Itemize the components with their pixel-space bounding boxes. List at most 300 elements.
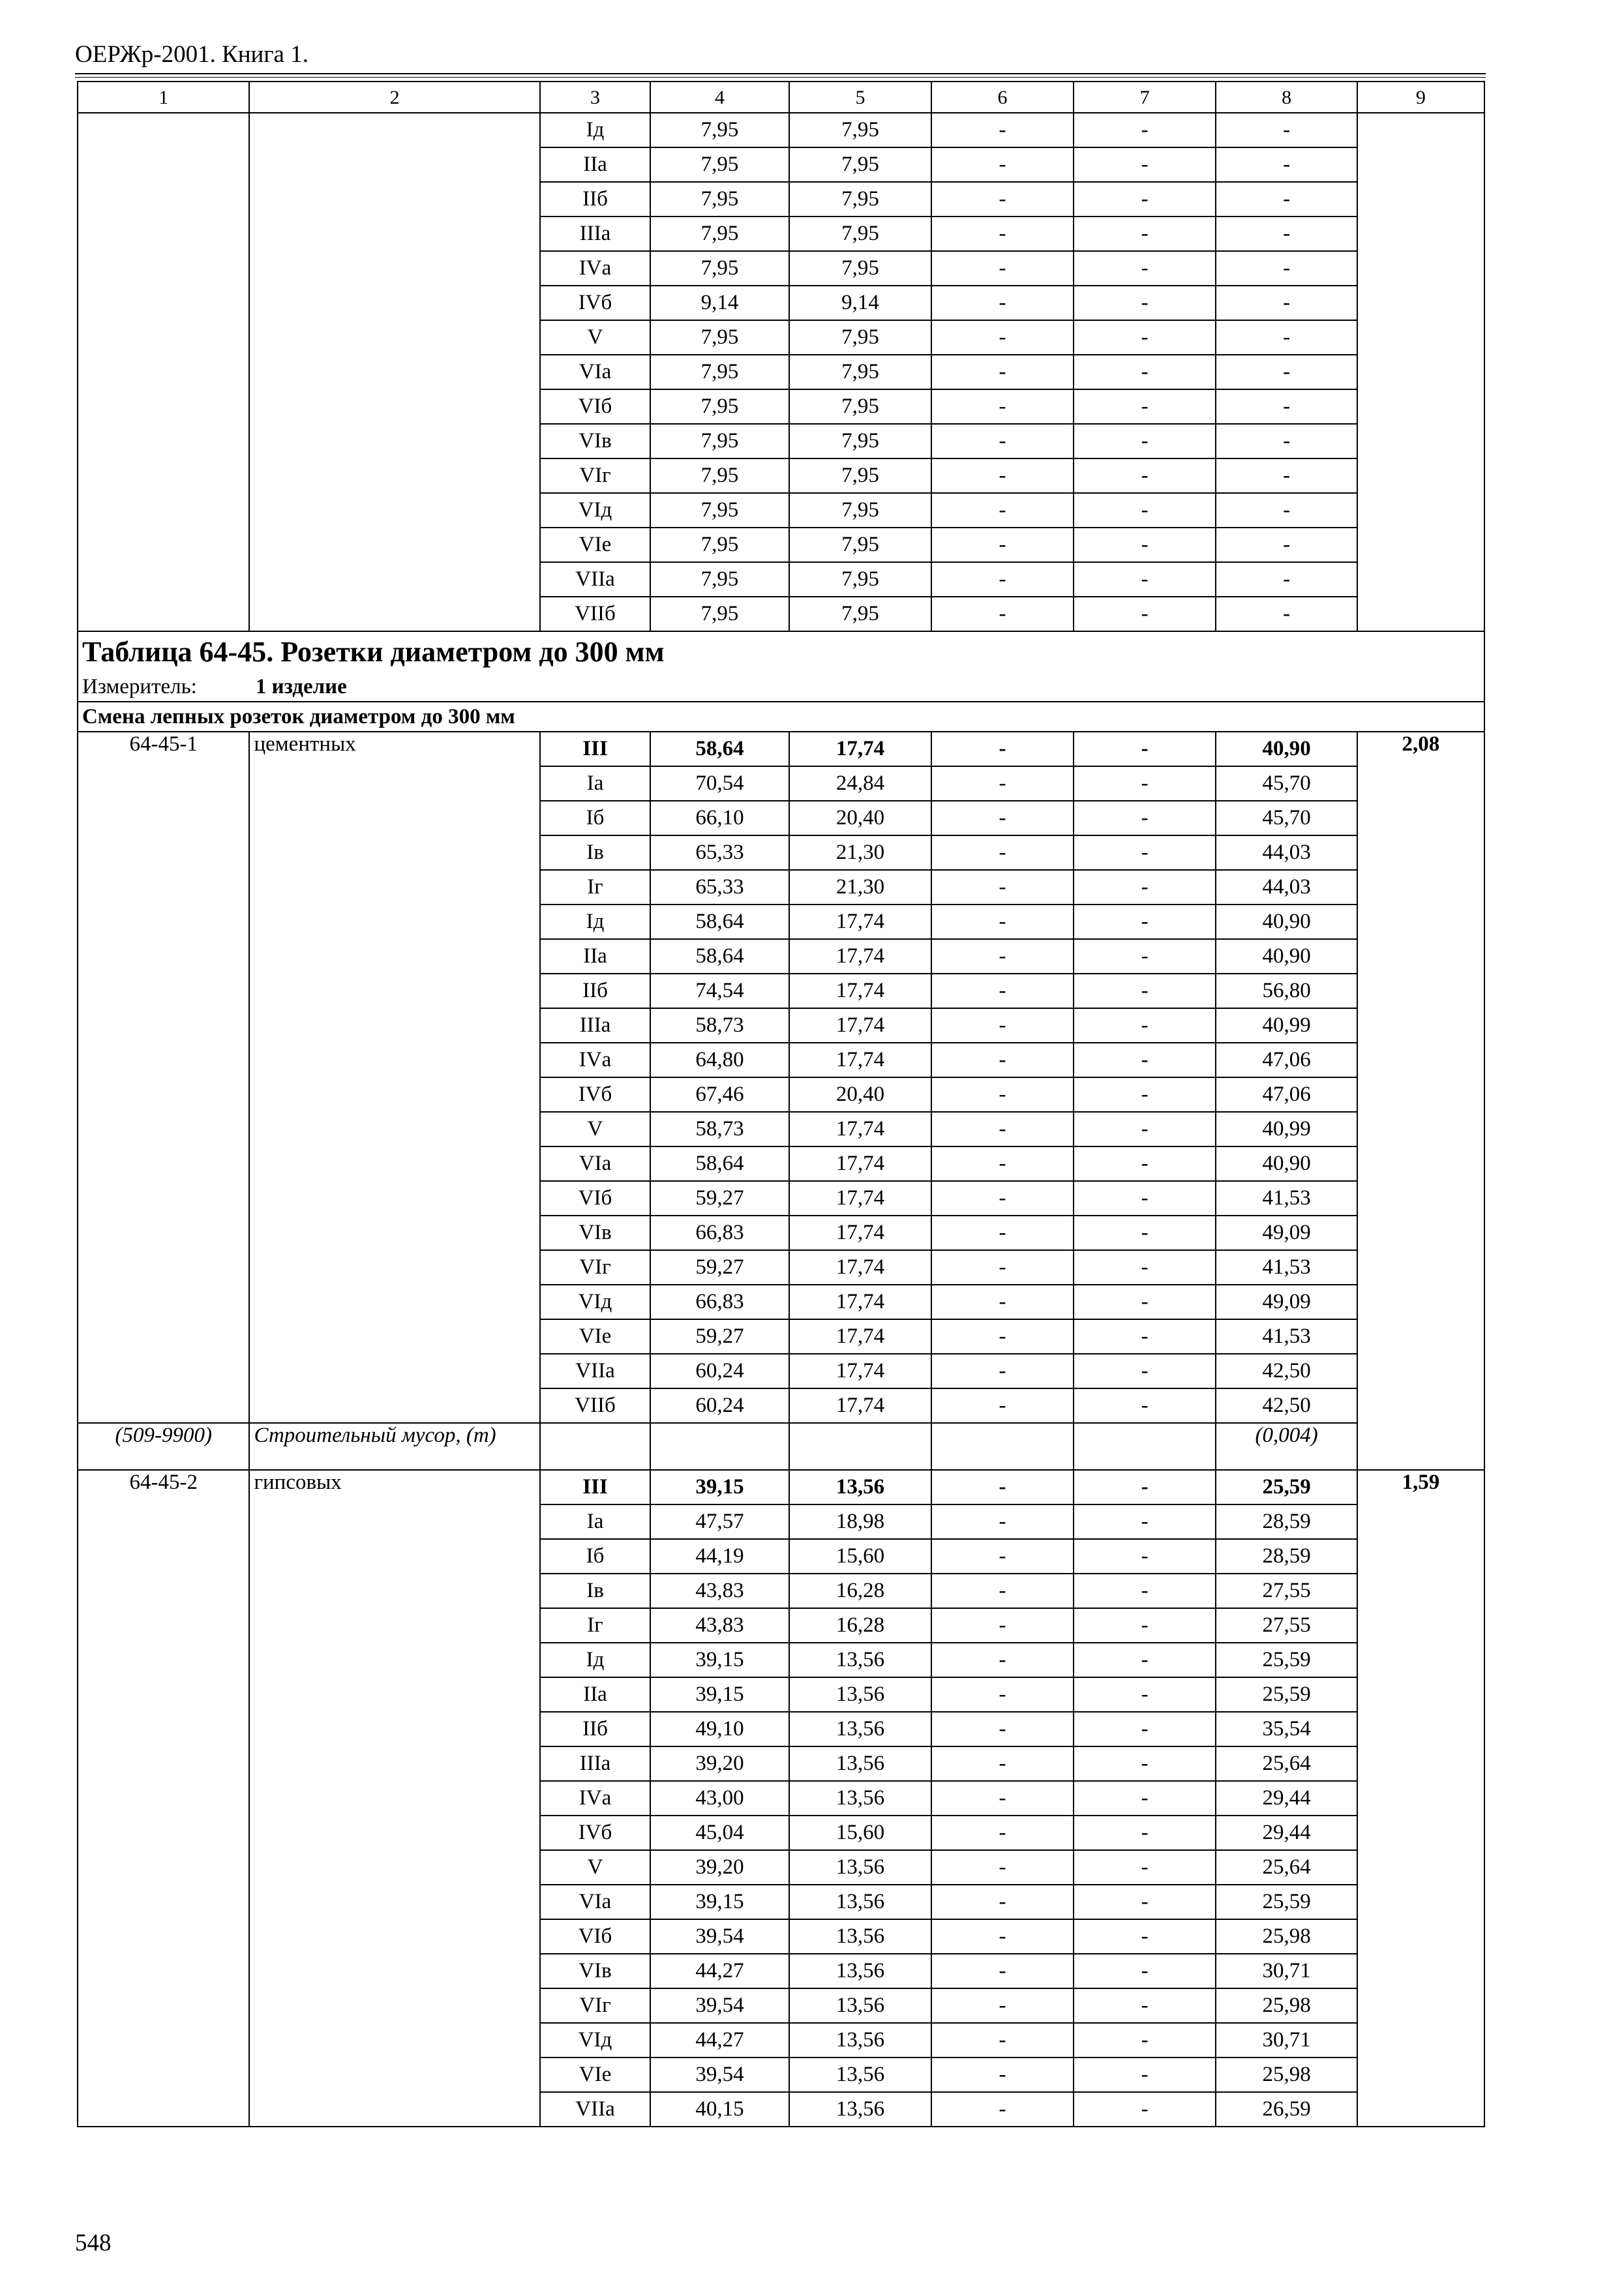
table-title: Таблица 64-45. Розетки диаметром до 300 мм <box>78 631 1484 672</box>
value-cell: 7,95 <box>650 355 789 389</box>
value-cell: - <box>1074 1643 1216 1677</box>
value-cell: - <box>931 597 1074 631</box>
value-cell: - <box>1074 1285 1216 1319</box>
value-cell: 25,64 <box>1216 1850 1357 1885</box>
value-cell: 44,19 <box>650 1539 789 1574</box>
value-cell: - <box>1074 251 1216 286</box>
value-cell: - <box>1074 1677 1216 1712</box>
value-cell: 7,95 <box>650 597 789 631</box>
value-cell: 7,95 <box>650 147 789 182</box>
table-row <box>78 732 1484 766</box>
value-cell: - <box>931 528 1074 562</box>
value-cell: 41,53 <box>1216 1181 1357 1216</box>
value-cell: - <box>1074 939 1216 974</box>
value-cell: - <box>931 493 1074 528</box>
value-cell: - <box>1074 732 1216 766</box>
value-cell: VIIа <box>540 1354 651 1388</box>
value-cell: 17,74 <box>789 1008 932 1043</box>
value-cell: - <box>931 1781 1074 1816</box>
value-cell: IIб <box>540 1712 651 1746</box>
value-cell: - <box>1074 1539 1216 1574</box>
value-cell: 65,33 <box>650 870 789 905</box>
value-cell: 49,09 <box>1216 1285 1357 1319</box>
value-cell: 17,74 <box>789 1181 932 1216</box>
value-cell: 17,74 <box>789 732 932 766</box>
value-cell: Iв <box>540 1574 651 1608</box>
value-cell: 13,56 <box>789 1677 932 1712</box>
value-cell: 39,15 <box>650 1885 789 1919</box>
value-cell: IIа <box>540 1677 651 1712</box>
value-cell: 45,70 <box>1216 801 1357 835</box>
value-cell: 16,28 <box>789 1608 932 1643</box>
column-number-row <box>78 82 1484 113</box>
column-number: 1 <box>78 82 249 113</box>
value-cell: - <box>931 1388 1074 1423</box>
value-cell: Iг <box>540 1608 651 1643</box>
value-cell: - <box>1074 424 1216 458</box>
empty-cell <box>789 1423 932 1470</box>
value-cell: 56,80 <box>1216 974 1357 1008</box>
value-cell: Iб <box>540 1539 651 1574</box>
value-cell: 74,54 <box>650 974 789 1008</box>
value-cell: 7,95 <box>789 320 932 355</box>
empty-cell <box>650 1423 789 1470</box>
value-cell: - <box>1216 528 1357 562</box>
value-cell: - <box>1074 801 1216 835</box>
value-cell: 13,56 <box>789 1850 932 1885</box>
value-cell: - <box>931 905 1074 939</box>
meter-row <box>78 672 1484 702</box>
value-cell: 30,71 <box>1216 2023 1357 2057</box>
value-cell: - <box>1074 766 1216 801</box>
value-cell: - <box>1074 458 1216 493</box>
value-cell: 45,04 <box>650 1816 789 1850</box>
value-cell: V <box>540 320 651 355</box>
value-cell: - <box>1216 597 1357 631</box>
value-cell: - <box>1074 1008 1216 1043</box>
value-cell: - <box>1074 1319 1216 1354</box>
value-cell: - <box>931 1285 1074 1319</box>
value-cell: 18,98 <box>789 1504 932 1539</box>
value-cell: 17,74 <box>789 1388 932 1423</box>
value-cell: 7,95 <box>650 251 789 286</box>
value-cell: IIб <box>540 182 651 217</box>
value-cell: III <box>540 1470 651 1504</box>
value-cell: - <box>931 113 1074 147</box>
item-col9: 1,59 <box>1357 1470 1484 2127</box>
column-number: 6 <box>931 82 1074 113</box>
value-cell: - <box>931 1539 1074 1574</box>
value-cell: - <box>931 1574 1074 1608</box>
value-cell: 13,56 <box>789 1470 932 1504</box>
item-code: 64-45-1 <box>78 732 249 1423</box>
value-cell: - <box>1216 251 1357 286</box>
value-cell: Iа <box>540 766 651 801</box>
value-cell: 7,95 <box>650 562 789 597</box>
waste-row <box>78 1423 1484 1470</box>
value-cell: Iв <box>540 835 651 870</box>
value-cell: - <box>931 1643 1074 1677</box>
value-cell: - <box>1074 1850 1216 1885</box>
item-name: цементных <box>249 732 539 1423</box>
value-cell: IVб <box>540 286 651 320</box>
value-cell: 13,56 <box>789 1988 932 2023</box>
value-cell: 25,59 <box>1216 1885 1357 1919</box>
value-cell: 59,27 <box>650 1181 789 1216</box>
value-cell: 21,30 <box>789 870 932 905</box>
value-cell: 60,24 <box>650 1388 789 1423</box>
value-cell: IVа <box>540 1043 651 1077</box>
waste-value: (0,004) <box>1216 1423 1357 1470</box>
value-cell: - <box>1074 1388 1216 1423</box>
value-cell: - <box>931 147 1074 182</box>
column-number: 4 <box>650 82 789 113</box>
value-cell: 39,15 <box>650 1643 789 1677</box>
value-cell: 20,40 <box>789 801 932 835</box>
value-cell: - <box>931 251 1074 286</box>
value-cell: 7,95 <box>650 320 789 355</box>
value-cell: - <box>1216 389 1357 424</box>
value-cell: 27,55 <box>1216 1608 1357 1643</box>
value-cell: - <box>1074 1781 1216 1816</box>
value-cell: - <box>1074 1146 1216 1181</box>
empty-cell <box>931 1423 1074 1470</box>
value-cell: - <box>1074 113 1216 147</box>
value-cell: 13,56 <box>789 1643 932 1677</box>
value-cell: - <box>1074 493 1216 528</box>
value-cell: 13,56 <box>789 2057 932 2092</box>
waste-name: Строительный мусор, (т) <box>249 1423 539 1470</box>
value-cell: 40,90 <box>1216 905 1357 939</box>
value-cell: - <box>931 974 1074 1008</box>
value-cell: 39,54 <box>650 2057 789 2092</box>
waste-code: (509-9900) <box>78 1423 249 1470</box>
value-cell: 7,95 <box>650 458 789 493</box>
group-title-row <box>78 702 1484 732</box>
value-cell: - <box>1074 1988 1216 2023</box>
value-cell: 7,95 <box>650 113 789 147</box>
value-cell: 17,74 <box>789 1354 932 1388</box>
code-cell <box>78 113 249 631</box>
value-cell: 25,59 <box>1216 1470 1357 1504</box>
value-cell: VIв <box>540 1216 651 1250</box>
value-cell: 29,44 <box>1216 1816 1357 1850</box>
value-cell: - <box>1074 1470 1216 1504</box>
value-cell: IIIа <box>540 1746 651 1781</box>
value-cell: 40,90 <box>1216 939 1357 974</box>
value-cell: VIд <box>540 493 651 528</box>
value-cell: VIе <box>540 528 651 562</box>
value-cell: - <box>931 1885 1074 1919</box>
value-cell: - <box>931 562 1074 597</box>
column-number: 7 <box>1074 82 1216 113</box>
value-cell: 25,59 <box>1216 1643 1357 1677</box>
value-cell: - <box>931 801 1074 835</box>
value-cell: - <box>1074 1354 1216 1388</box>
value-cell: 9,14 <box>789 286 932 320</box>
value-cell: 39,54 <box>650 1919 789 1954</box>
column-number: 3 <box>540 82 651 113</box>
value-cell: 43,83 <box>650 1608 789 1643</box>
page-number: 548 <box>75 2230 112 2256</box>
table-title-row <box>78 631 1484 672</box>
value-cell: - <box>1216 182 1357 217</box>
value-cell: - <box>931 1988 1074 2023</box>
value-cell: 13,56 <box>789 1746 932 1781</box>
value-cell: 28,59 <box>1216 1539 1357 1574</box>
value-cell: 44,03 <box>1216 870 1357 905</box>
value-cell: 7,95 <box>789 424 932 458</box>
value-cell: VIIб <box>540 597 651 631</box>
value-cell: - <box>1074 1043 1216 1077</box>
value-cell: - <box>931 2057 1074 2092</box>
value-cell: - <box>1074 1077 1216 1112</box>
value-cell: 7,95 <box>789 458 932 493</box>
value-cell: - <box>1216 217 1357 251</box>
value-cell: - <box>1074 974 1216 1008</box>
value-cell: 7,95 <box>789 355 932 389</box>
value-cell: - <box>931 1216 1074 1250</box>
value-cell: 44,03 <box>1216 835 1357 870</box>
column-number: 9 <box>1357 82 1484 113</box>
value-cell: 39,54 <box>650 1988 789 2023</box>
value-cell: 59,27 <box>650 1250 789 1285</box>
value-cell: VIе <box>540 2057 651 2092</box>
value-cell: 7,95 <box>789 251 932 286</box>
value-cell: 44,27 <box>650 1954 789 1988</box>
value-cell: - <box>931 2023 1074 2057</box>
value-cell: - <box>931 1077 1074 1112</box>
value-cell: 25,59 <box>1216 1677 1357 1712</box>
value-cell: Iд <box>540 113 651 147</box>
value-cell: IVа <box>540 251 651 286</box>
empty-cell <box>1074 1423 1216 1470</box>
value-cell: 60,24 <box>650 1354 789 1388</box>
value-cell: 13,56 <box>789 2092 932 2127</box>
value-cell: - <box>1074 1112 1216 1146</box>
value-cell: 7,95 <box>789 528 932 562</box>
value-cell: 7,95 <box>650 389 789 424</box>
value-cell: 7,95 <box>650 182 789 217</box>
value-cell: 7,95 <box>650 424 789 458</box>
value-cell: 47,06 <box>1216 1043 1357 1077</box>
value-cell: 25,98 <box>1216 2057 1357 2092</box>
value-cell: - <box>931 1043 1074 1077</box>
value-cell: VIд <box>540 2023 651 2057</box>
value-cell: - <box>1216 320 1357 355</box>
value-cell: 40,99 <box>1216 1008 1357 1043</box>
value-cell: 9,14 <box>650 286 789 320</box>
value-cell: 7,95 <box>650 493 789 528</box>
value-cell: 17,74 <box>789 1112 932 1146</box>
value-cell: 21,30 <box>789 835 932 870</box>
value-cell: VIг <box>540 1250 651 1285</box>
value-cell: IIIа <box>540 217 651 251</box>
value-cell: - <box>1074 1608 1216 1643</box>
value-cell: VIIа <box>540 562 651 597</box>
value-cell: - <box>931 389 1074 424</box>
value-cell: - <box>1074 562 1216 597</box>
value-cell: - <box>1074 1954 1216 1988</box>
value-cell: - <box>1074 147 1216 182</box>
item-col9: 2,08 <box>1357 732 1484 1470</box>
value-cell: - <box>1074 1712 1216 1746</box>
value-cell: - <box>931 1470 1074 1504</box>
value-cell: - <box>1216 562 1357 597</box>
value-cell: 13,56 <box>789 2023 932 2057</box>
value-cell: 17,74 <box>789 974 932 1008</box>
value-cell: - <box>1216 355 1357 389</box>
value-cell: - <box>1074 1816 1216 1850</box>
value-cell: 58,73 <box>650 1008 789 1043</box>
value-cell: - <box>931 1181 1074 1216</box>
value-cell: 7,95 <box>789 597 932 631</box>
value-cell: 66,83 <box>650 1216 789 1250</box>
value-cell: - <box>1074 217 1216 251</box>
value-cell: - <box>931 1712 1074 1746</box>
value-cell: VIа <box>540 355 651 389</box>
value-cell: 45,70 <box>1216 766 1357 801</box>
value-cell: 64,80 <box>650 1043 789 1077</box>
value-cell: - <box>1074 1919 1216 1954</box>
value-cell: - <box>1074 597 1216 631</box>
value-cell: 7,95 <box>789 147 932 182</box>
value-cell: - <box>931 1250 1074 1285</box>
value-cell: 41,53 <box>1216 1319 1357 1354</box>
value-cell: - <box>931 1816 1074 1850</box>
value-cell: VIIб <box>540 1388 651 1423</box>
group-title: Смена лепных розеток диаметром до 300 мм <box>78 702 1484 732</box>
meter <box>78 672 1484 702</box>
value-cell: 35,54 <box>1216 1712 1357 1746</box>
table-body <box>78 82 1484 2127</box>
value-cell: - <box>1074 320 1216 355</box>
value-cell: 7,95 <box>789 562 932 597</box>
value-cell: - <box>931 1850 1074 1885</box>
value-cell: 44,27 <box>650 2023 789 2057</box>
value-cell: 15,60 <box>789 1539 932 1574</box>
value-cell: - <box>931 1919 1074 1954</box>
value-cell: - <box>931 424 1074 458</box>
value-cell: 58,64 <box>650 1146 789 1181</box>
value-cell: - <box>1216 147 1357 182</box>
value-cell: - <box>1074 1504 1216 1539</box>
name-cell <box>249 113 539 631</box>
value-cell: - <box>931 1112 1074 1146</box>
value-cell: 17,74 <box>789 1250 932 1285</box>
value-cell: III <box>540 732 651 766</box>
value-cell: - <box>1074 182 1216 217</box>
value-cell: - <box>1074 389 1216 424</box>
value-cell: - <box>931 1008 1074 1043</box>
value-cell: Iб <box>540 801 651 835</box>
value-cell: VIг <box>540 458 651 493</box>
value-cell: IVб <box>540 1077 651 1112</box>
value-cell: Iд <box>540 905 651 939</box>
value-cell: 26,59 <box>1216 2092 1357 2127</box>
column-number: 2 <box>249 82 539 113</box>
value-cell: - <box>931 1746 1074 1781</box>
value-cell: - <box>931 1677 1074 1712</box>
value-cell: 66,10 <box>650 801 789 835</box>
value-cell: - <box>931 320 1074 355</box>
item-code: 64-45-2 <box>78 1470 249 2127</box>
value-cell: 42,50 <box>1216 1388 1357 1423</box>
value-cell: VIг <box>540 1988 651 2023</box>
value-cell: - <box>1074 286 1216 320</box>
value-cell: 13,56 <box>789 1954 932 1988</box>
value-cell: 41,53 <box>1216 1250 1357 1285</box>
value-cell: - <box>931 1354 1074 1388</box>
value-cell: - <box>931 1504 1074 1539</box>
value-cell: 20,40 <box>789 1077 932 1112</box>
meter-label: Измеритель: <box>82 674 197 698</box>
value-cell: IVа <box>540 1781 651 1816</box>
value-cell: 58,73 <box>650 1112 789 1146</box>
value-cell: 7,95 <box>789 493 932 528</box>
value-cell: VIIа <box>540 2092 651 2127</box>
rates-table <box>77 81 1485 2127</box>
value-cell: 7,95 <box>650 217 789 251</box>
value-cell: - <box>931 835 1074 870</box>
header-rule-thin <box>75 77 1486 78</box>
value-cell: 39,20 <box>650 1850 789 1885</box>
header-rule <box>75 73 1486 74</box>
value-cell: 66,83 <box>650 1285 789 1319</box>
value-cell: - <box>1074 1181 1216 1216</box>
value-cell: V <box>540 1850 651 1885</box>
table-row <box>78 1470 1484 1504</box>
value-cell: 70,54 <box>650 766 789 801</box>
value-cell: 67,46 <box>650 1077 789 1112</box>
value-cell: - <box>1074 2057 1216 2092</box>
value-cell: Iа <box>540 1504 651 1539</box>
value-cell: 7,95 <box>789 113 932 147</box>
value-cell: - <box>931 458 1074 493</box>
value-cell: 30,71 <box>1216 1954 1357 1988</box>
value-cell: 7,95 <box>789 389 932 424</box>
value-cell: VIд <box>540 1285 651 1319</box>
value-cell: VIе <box>540 1319 651 1354</box>
value-cell: 17,74 <box>789 905 932 939</box>
value-cell: 43,00 <box>650 1781 789 1816</box>
value-cell: 47,57 <box>650 1504 789 1539</box>
empty-cell <box>540 1423 651 1470</box>
value-cell: - <box>931 732 1074 766</box>
value-cell: VIв <box>540 424 651 458</box>
value-cell: - <box>1074 1746 1216 1781</box>
value-cell: - <box>1216 286 1357 320</box>
value-cell: - <box>931 2092 1074 2127</box>
value-cell: 40,90 <box>1216 732 1357 766</box>
value-cell: - <box>1074 1250 1216 1285</box>
value-cell: 40,90 <box>1216 1146 1357 1181</box>
value-cell: Iг <box>540 870 651 905</box>
value-cell: - <box>931 355 1074 389</box>
value-cell: 15,60 <box>789 1816 932 1850</box>
value-cell: 13,56 <box>789 1712 932 1746</box>
value-cell: VIа <box>540 1885 651 1919</box>
value-cell: - <box>1074 2092 1216 2127</box>
value-cell: 7,95 <box>789 217 932 251</box>
value-cell: - <box>931 1608 1074 1643</box>
value-cell: - <box>1074 1216 1216 1250</box>
value-cell: 17,74 <box>789 1285 932 1319</box>
value-cell: - <box>1074 870 1216 905</box>
value-cell: - <box>1074 355 1216 389</box>
value-cell: 65,33 <box>650 835 789 870</box>
value-cell: 13,56 <box>789 1781 932 1816</box>
